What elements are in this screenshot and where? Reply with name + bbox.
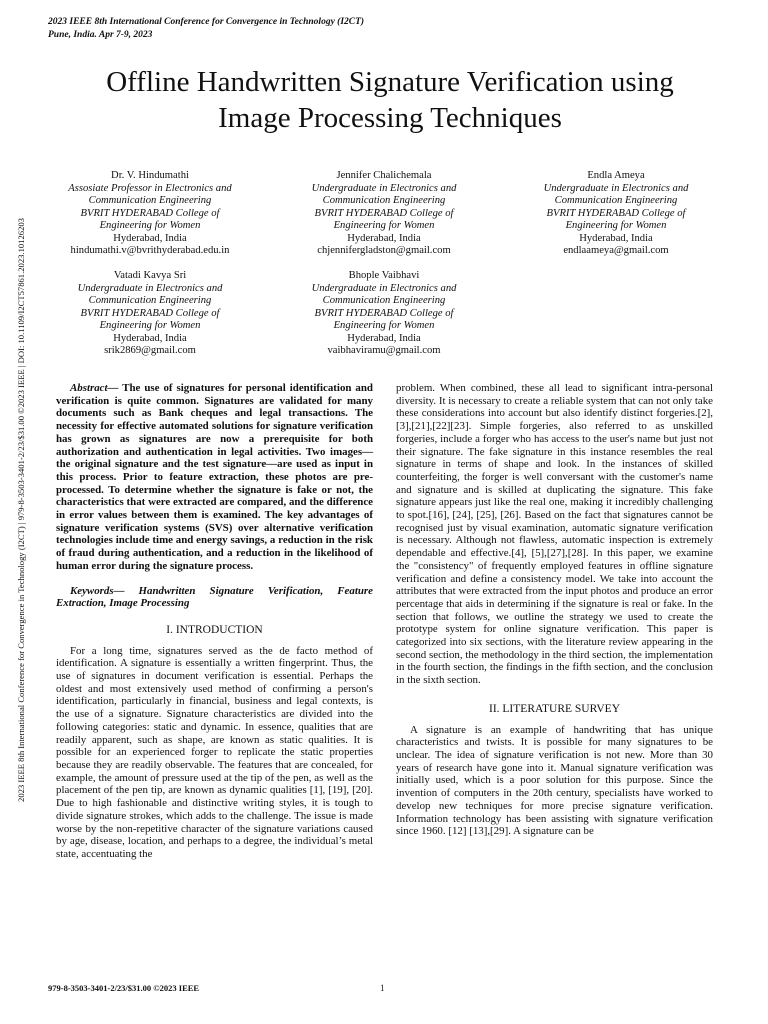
- introduction-paragraph: For a long time, signatures served as the de facto method of identification. A signature is essentially a written fingerprint. Thus, the use of signatures in document verification is essential. Perhaps the oldest and most extensively used method of confirming a person's identification, particularly in financial, business and legal contexts, is the use of a signature. Signature characteristics are divided into the following categories: static and dynamic. In essence, qualities that are readily apparent, such as shape, are known as static qualities. It is possible for an experienced forger to replicate the static properties because they are readily observable. The features that are concealed, for example, the amount of pressure used at the tip of the pen, as well as the placement of the pen tip, are known as dynamic qualities [1], [19], [20]. Due to high fashionable and distinctive writing styles, it is tough to divide signature strokes, which adds to the challenge. The issue is made worse by the non-repetitive character of the signature variations caused by age, disease, location, and perhaps to a degree, the individual’s metal state, accentuating the: [56, 644, 373, 860]
- author-affiliation: Undergraduate in Electronics and: [311, 282, 457, 294]
- paper-title: [60, 64, 720, 136]
- author-name: Bhople Vaibhavi: [348, 270, 420, 281]
- author-email: chjennifergladston@gmail.com: [317, 245, 451, 256]
- author-email: endlaameya@gmail.com: [563, 245, 669, 256]
- author-email: srik2869@gmail.com: [104, 345, 196, 356]
- keywords: Keywords— Handwritten Signature Verification, Feature Extraction, Image Processing: [56, 584, 373, 610]
- title-line-2: Image Processing Techniques: [218, 102, 562, 134]
- author-city: Hyderabad, India: [579, 232, 653, 244]
- author-affiliation: Assosiate Professor in Electronics and: [68, 182, 232, 194]
- author-affiliation: Undergraduate in Electronics and: [311, 182, 457, 194]
- author-block: [40, 170, 260, 258]
- author-affiliation: BVRIT HYDERABAD College of: [314, 207, 454, 219]
- section-heading-literature-survey: II. LITERATURE SURVEY: [489, 702, 620, 715]
- author-affiliation: Engineering for Women: [333, 320, 435, 331]
- author-city: Hyderabad, India: [347, 232, 421, 244]
- author-name: Dr. V. Hindumathi: [111, 170, 189, 181]
- author-block: [274, 170, 494, 258]
- copyright-footer: 979-8-3503-3401-2/23/$31.00 ©2023 IEEE: [48, 983, 200, 993]
- conference-header: [48, 16, 364, 42]
- author-block: [274, 270, 494, 358]
- doi-sidebar-text: 2023 IEEE 8th International Conference for Convergence in Technology (I2CT) | 979-8-3503-3401-2/23/$31.00 ©2023 IEEE | DOI: 10.1109/I2CT57861.2023.10126203: [16, 218, 26, 802]
- abstract: [56, 382, 373, 573]
- author-affiliation: Communication Engineering: [322, 295, 446, 306]
- author-affiliation: BVRIT HYDERABAD College of: [80, 307, 220, 319]
- abstract-label: Abstract—: [70, 382, 119, 394]
- author-affiliation: BVRIT HYDERABAD College of: [314, 307, 454, 319]
- author-affiliation: BVRIT HYDERABAD College of: [80, 207, 220, 219]
- section-heading-introduction: I. INTRODUCTION: [166, 623, 263, 636]
- author-affiliation: Communication Engineering: [88, 295, 212, 306]
- author-block: [506, 170, 726, 258]
- author-affiliation: Communication Engineering: [322, 195, 446, 206]
- author-email: vaibhaviramu@gmail.com: [327, 345, 441, 356]
- conference-name: 2023 IEEE 8th International Conference for Convergence in Technology (I2CT): [48, 17, 365, 27]
- left-column: [56, 382, 373, 861]
- title-line-1: Offline Handwritten Signature Verification using: [106, 66, 674, 98]
- doi-sidebar: [12, 180, 30, 840]
- introduction-continued-paragraph: problem. When combined, these all lead to significant intra-personal diversity. It is necessary to create a reliable system that can not only take these considerations into account but also identify distinct forgeries.[2],[3],[21],[22][23]. Simple forgeries, also referred to as unskilled forgeries, include a forger who has access to the user's name but just not their signature. The fake signature in this instance resembles the real signature in terms of shape and look. In the instances of skilled counterfeiting, the forger is well conversant with the customer's name and signature and is skilled at duplicating the signature. This fake signature appears just like the real one, making it incredibly challenging to spot.[16], [24], [25], [26]. Based on the fact that signatures cannot be recognised just by visual examination, automatic signature verification is necessary. Although not flawless, automatic inspection is extremely dependable and effective.[4], [5],[27],[28]. In this paper, we examine the "consistency" of frequently employed features in offline signature verification and define a consistency model. We take into account the attributes that were extracted from the input photos and produce an error percentage that aids in determining if the signature is real or fake. In the section that follows, we outline the strategy we used to create the prototype system for online signature verification. This paper is categorized into six sections, with the literature review appearing in the second section, the methodology in the third section, the implementation in the fourth section, the findings in the fifth section, and the conclusion in the sixth section.: [396, 382, 713, 687]
- literature-survey-paragraph: A signature is an example of handwriting that has unique characteristics and twists. It is possible for many signatures to be unclear. The idea of signature verification is not new. More than 30 years of research have gone into it. Manual signature verification was initially used, which is a poor solution for this purpose. Since the invention of computers in the 20th century, specialists have worked to develop new techniques for more precise signature verification. Information technology has been assisting with signature verification since 1960. [12] [13],[29]. A signature can be: [396, 723, 713, 838]
- author-email: hindumathi.v@bvrithyderabad.edu.in: [70, 245, 230, 256]
- author-city: Hyderabad, India: [347, 332, 421, 344]
- author-city: Hyderabad, India: [113, 332, 187, 344]
- author-affiliation: Communication Engineering: [88, 195, 212, 206]
- right-column: [396, 382, 713, 838]
- author-name: Jennifer Chalichemala: [336, 170, 432, 181]
- page-number: 1: [380, 983, 385, 993]
- author-affiliation: Undergraduate in Electronics and: [77, 282, 223, 294]
- author-affiliation: Undergraduate in Electronics and: [543, 182, 689, 194]
- author-name: Endla Ameya: [587, 170, 645, 181]
- author-name: Vatadi Kavya Sri: [113, 270, 187, 281]
- conference-location: Pune, India. Apr 7-9, 2023: [48, 30, 153, 40]
- abstract-text: The use of signatures for personal identification and verification is quite common. Signatures are validated for many documents such as Bank cheques and legal transactions. The necessity for effective automated solutions for signature verification has grown as signatures are now a prerequisite for both authorization and authentication in legal activities. Two images—the original signature and the test signature—are used as input in this process. Prior to feature extraction, these photos are pre-processed. To determine whether the signature is fake or not, the characteristics that were extracted are compared, and the difference in error values between them is examined. The key advantages of signature verification systems (SVS) over alternative verification technologies include time and energy savings, a reduction in the risk of fraud during authentication, and a reduction in the likelihood of human error during the signature process.: [56, 382, 373, 572]
- author-affiliation: Communication Engineering: [554, 195, 678, 206]
- author-affiliation: Engineering for Women: [333, 220, 435, 231]
- author-affiliation: BVRIT HYDERABAD College of: [546, 207, 686, 219]
- author-city: Hyderabad, India: [113, 232, 187, 244]
- author-affiliation: Engineering for Women: [99, 320, 201, 331]
- author-affiliation: Engineering for Women: [565, 220, 667, 231]
- author-affiliation: Engineering for Women: [99, 220, 201, 231]
- author-block: [40, 270, 260, 358]
